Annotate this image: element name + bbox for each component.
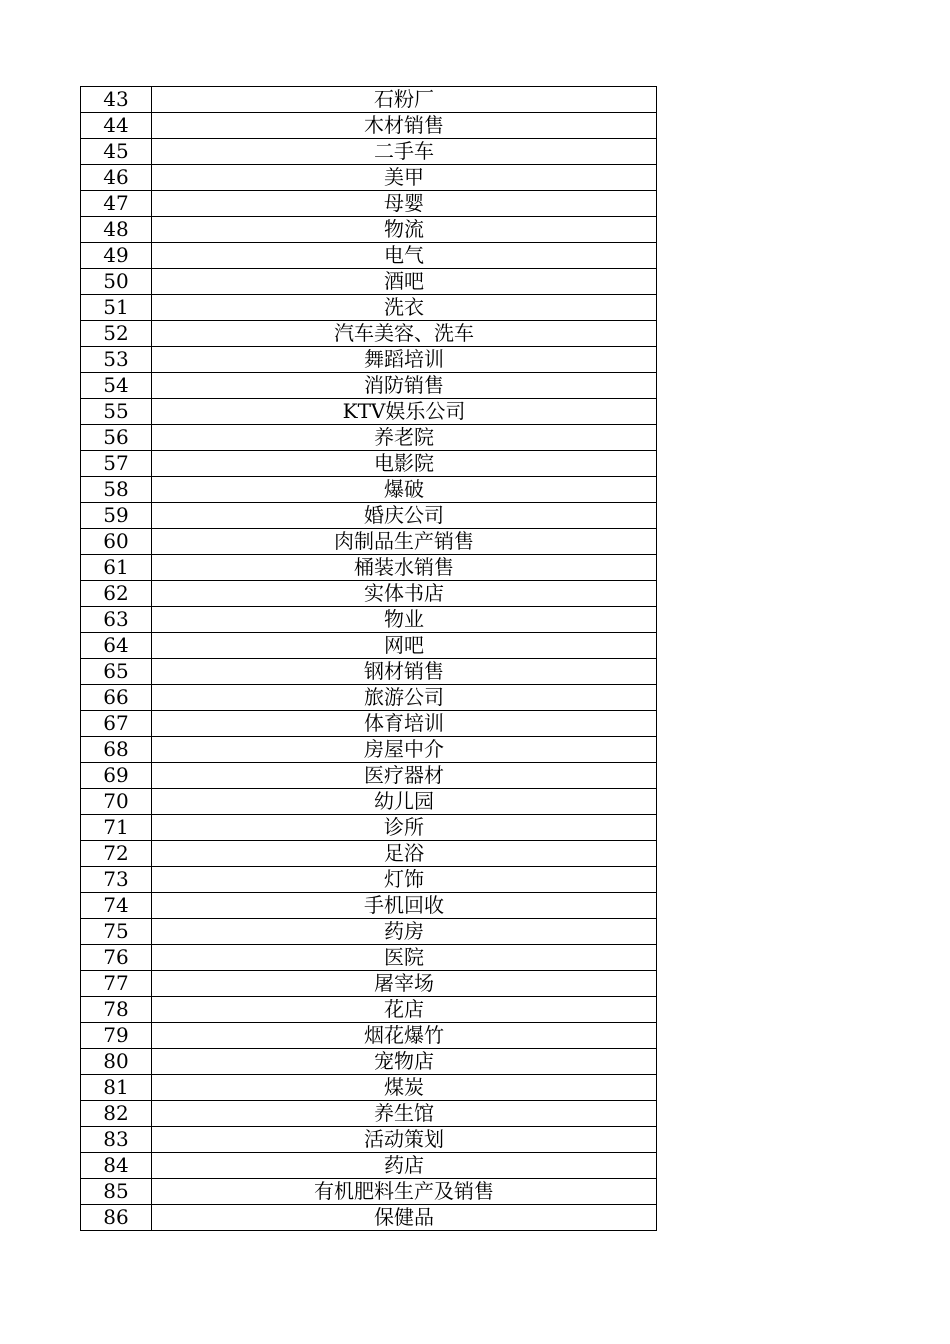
business-name-cell: 幼儿园 xyxy=(152,789,657,815)
business-name-cell: 医疗器材 xyxy=(152,763,657,789)
table-row xyxy=(81,139,657,165)
business-name-cell: 电影院 xyxy=(152,451,657,477)
table-row xyxy=(81,997,657,1023)
business-name-cell: 石粉厂 xyxy=(152,87,657,113)
row-number-cell: 56 xyxy=(81,425,152,451)
table-row xyxy=(81,867,657,893)
table-row xyxy=(81,919,657,945)
row-number-cell: 57 xyxy=(81,451,152,477)
business-name-cell: 活动策划 xyxy=(152,1127,657,1153)
row-number-cell: 83 xyxy=(81,1127,152,1153)
table-row xyxy=(81,217,657,243)
row-number-cell: 54 xyxy=(81,373,152,399)
table-row xyxy=(81,815,657,841)
business-name-cell: KTV娱乐公司 xyxy=(152,399,657,425)
business-name-cell: 洗衣 xyxy=(152,295,657,321)
table-row xyxy=(81,165,657,191)
table-row xyxy=(81,607,657,633)
table-row xyxy=(81,1049,657,1075)
business-name-cell: 药店 xyxy=(152,1153,657,1179)
business-name-cell: 保健品 xyxy=(152,1205,657,1231)
business-name-cell: 木材销售 xyxy=(152,113,657,139)
table-row xyxy=(81,321,657,347)
table-row xyxy=(81,659,657,685)
table-row xyxy=(81,789,657,815)
business-name-cell: 母婴 xyxy=(152,191,657,217)
row-number-cell: 48 xyxy=(81,217,152,243)
table-row xyxy=(81,1205,657,1231)
table-row xyxy=(81,1153,657,1179)
row-number-cell: 72 xyxy=(81,841,152,867)
business-name-cell: 花店 xyxy=(152,997,657,1023)
business-name-cell: 养生馆 xyxy=(152,1101,657,1127)
business-name-cell: 消防销售 xyxy=(152,373,657,399)
row-number-cell: 45 xyxy=(81,139,152,165)
business-name-cell: 舞蹈培训 xyxy=(152,347,657,373)
table-row xyxy=(81,1179,657,1205)
business-name-cell: 灯饰 xyxy=(152,867,657,893)
business-name-cell: 诊所 xyxy=(152,815,657,841)
row-number-cell: 66 xyxy=(81,685,152,711)
table-row xyxy=(81,529,657,555)
row-number-cell: 50 xyxy=(81,269,152,295)
business-name-cell: 汽车美容、洗车 xyxy=(152,321,657,347)
table-row xyxy=(81,373,657,399)
table-row xyxy=(81,87,657,113)
table-row xyxy=(81,1023,657,1049)
table-body xyxy=(81,87,657,1231)
business-name-cell: 医院 xyxy=(152,945,657,971)
table-row xyxy=(81,269,657,295)
business-name-cell: 旅游公司 xyxy=(152,685,657,711)
business-name-cell: 婚庆公司 xyxy=(152,503,657,529)
row-number-cell: 85 xyxy=(81,1179,152,1205)
business-name-cell: 爆破 xyxy=(152,477,657,503)
row-number-cell: 58 xyxy=(81,477,152,503)
business-name-cell: 肉制品生产销售 xyxy=(152,529,657,555)
table-row xyxy=(81,893,657,919)
table-row xyxy=(81,425,657,451)
business-name-cell: 二手车 xyxy=(152,139,657,165)
business-name-cell: 手机回收 xyxy=(152,893,657,919)
row-number-cell: 49 xyxy=(81,243,152,269)
table-row xyxy=(81,347,657,373)
table-row xyxy=(81,1075,657,1101)
row-number-cell: 53 xyxy=(81,347,152,373)
row-number-cell: 51 xyxy=(81,295,152,321)
table-row xyxy=(81,945,657,971)
business-name-cell: 物流 xyxy=(152,217,657,243)
row-number-cell: 73 xyxy=(81,867,152,893)
row-number-cell: 46 xyxy=(81,165,152,191)
table-row xyxy=(81,451,657,477)
row-number-cell: 62 xyxy=(81,581,152,607)
business-name-cell: 烟花爆竹 xyxy=(152,1023,657,1049)
row-number-cell: 69 xyxy=(81,763,152,789)
business-name-cell: 网吧 xyxy=(152,633,657,659)
table-row xyxy=(81,113,657,139)
row-number-cell: 67 xyxy=(81,711,152,737)
table-row xyxy=(81,841,657,867)
business-name-cell: 酒吧 xyxy=(152,269,657,295)
row-number-cell: 68 xyxy=(81,737,152,763)
business-name-cell: 足浴 xyxy=(152,841,657,867)
table-row xyxy=(81,1101,657,1127)
row-number-cell: 78 xyxy=(81,997,152,1023)
table-row xyxy=(81,477,657,503)
business-name-cell: 煤炭 xyxy=(152,1075,657,1101)
business-type-table xyxy=(80,86,657,1231)
table-row xyxy=(81,971,657,997)
business-name-cell: 美甲 xyxy=(152,165,657,191)
row-number-cell: 44 xyxy=(81,113,152,139)
row-number-cell: 84 xyxy=(81,1153,152,1179)
table-row xyxy=(81,295,657,321)
table-row xyxy=(81,711,657,737)
business-name-cell: 屠宰场 xyxy=(152,971,657,997)
table-row xyxy=(81,555,657,581)
business-name-cell: 房屋中介 xyxy=(152,737,657,763)
row-number-cell: 52 xyxy=(81,321,152,347)
table-row xyxy=(81,581,657,607)
table-row xyxy=(81,503,657,529)
table-row xyxy=(81,685,657,711)
row-number-cell: 82 xyxy=(81,1101,152,1127)
row-number-cell: 65 xyxy=(81,659,152,685)
row-number-cell: 55 xyxy=(81,399,152,425)
business-name-cell: 钢材销售 xyxy=(152,659,657,685)
row-number-cell: 59 xyxy=(81,503,152,529)
table-row xyxy=(81,191,657,217)
row-number-cell: 71 xyxy=(81,815,152,841)
business-name-cell: 桶装水销售 xyxy=(152,555,657,581)
row-number-cell: 79 xyxy=(81,1023,152,1049)
row-number-cell: 80 xyxy=(81,1049,152,1075)
row-number-cell: 76 xyxy=(81,945,152,971)
row-number-cell: 77 xyxy=(81,971,152,997)
row-number-cell: 86 xyxy=(81,1205,152,1231)
row-number-cell: 63 xyxy=(81,607,152,633)
row-number-cell: 43 xyxy=(81,87,152,113)
table-row xyxy=(81,1127,657,1153)
row-number-cell: 75 xyxy=(81,919,152,945)
business-name-cell: 药房 xyxy=(152,919,657,945)
table-row xyxy=(81,633,657,659)
row-number-cell: 70 xyxy=(81,789,152,815)
row-number-cell: 74 xyxy=(81,893,152,919)
business-name-cell: 电气 xyxy=(152,243,657,269)
business-name-cell: 宠物店 xyxy=(152,1049,657,1075)
business-name-cell: 有机肥料生产及销售 xyxy=(152,1179,657,1205)
business-name-cell: 养老院 xyxy=(152,425,657,451)
row-number-cell: 64 xyxy=(81,633,152,659)
business-name-cell: 体育培训 xyxy=(152,711,657,737)
table-row xyxy=(81,399,657,425)
business-name-cell: 物业 xyxy=(152,607,657,633)
table-row xyxy=(81,763,657,789)
business-name-cell: 实体书店 xyxy=(152,581,657,607)
table-row xyxy=(81,737,657,763)
row-number-cell: 60 xyxy=(81,529,152,555)
table-row xyxy=(81,243,657,269)
row-number-cell: 61 xyxy=(81,555,152,581)
row-number-cell: 47 xyxy=(81,191,152,217)
row-number-cell: 81 xyxy=(81,1075,152,1101)
